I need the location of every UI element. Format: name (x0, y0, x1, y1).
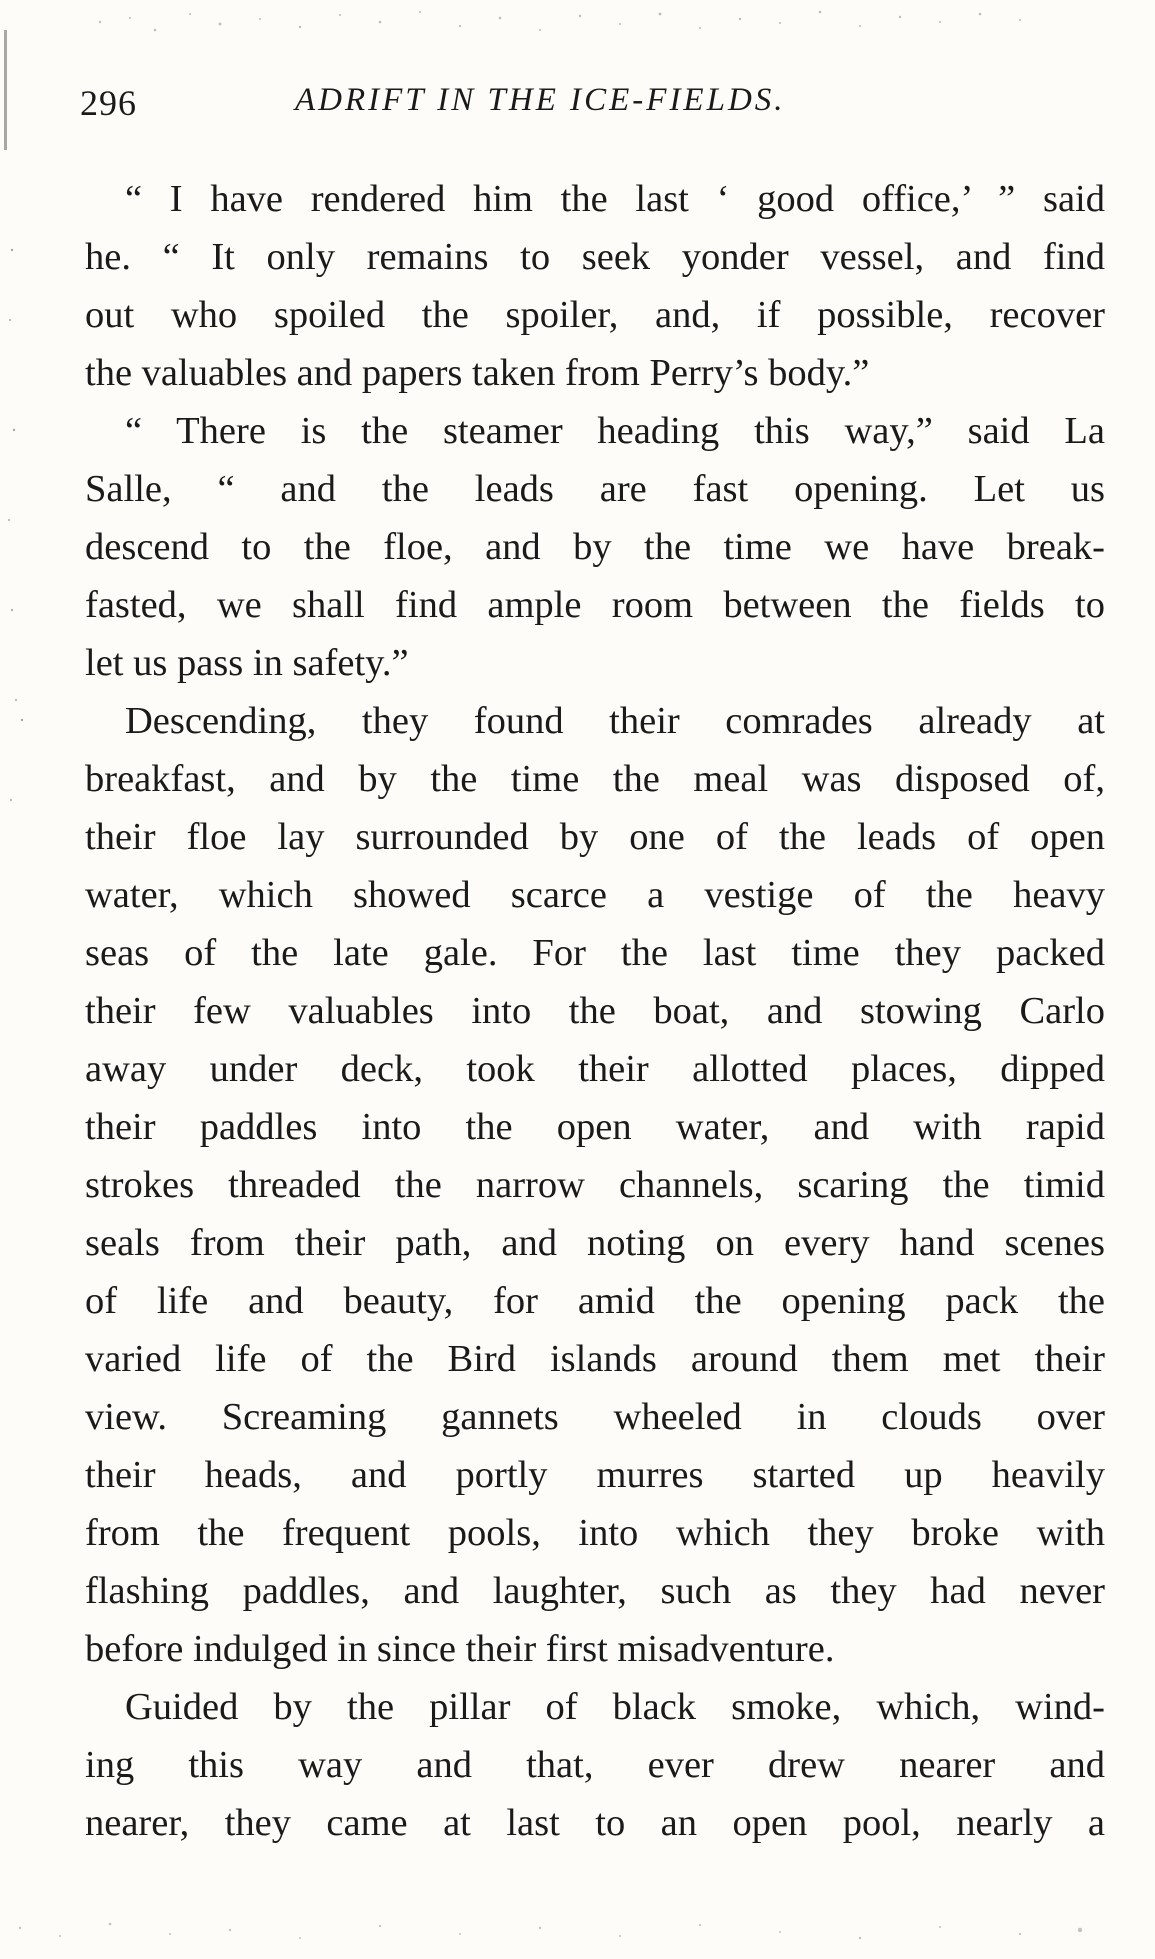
text-line: out who spoiled the spoiler, and, if possible, recover (85, 294, 1105, 336)
text-line: of life and beauty, for amid the opening pack the (85, 1280, 1105, 1322)
text-line: he. “ It only remains to seek yonder vessel, and find (85, 236, 1105, 278)
text-line: the valuables and papers taken from Perry’s body.” (85, 352, 870, 394)
text-line: ing this way and that, ever drew nearer and (85, 1744, 1105, 1786)
scan-speckle-bottom (0, 1910, 1155, 1955)
text-line: fasted, we shall find ample room between the fields to (85, 584, 1105, 626)
text-line: seas of the late gale. For the last time they packed (85, 932, 1105, 974)
text-line: their few valuables into the boat, and stowing Carlo (85, 990, 1105, 1032)
body-text (85, 170, 1105, 1852)
text-line: “ There is the steamer heading this way,” said La (125, 410, 1105, 452)
text-line: from the frequent pools, into which they broke with (85, 1512, 1105, 1554)
paragraph (85, 1678, 1105, 1852)
text-line: seals from their path, and noting on every hand scenes (85, 1222, 1105, 1264)
text-line: their floe lay surrounded by one of the leads of open (85, 816, 1105, 858)
text-line: varied life of the Bird islands around them met their (85, 1338, 1105, 1380)
text-line: their heads, and portly murres started up heavily (85, 1454, 1105, 1496)
text-line: water, which showed scarce a vestige of the heavy (85, 874, 1105, 916)
text-line: their paddles into the open water, and with rapid (85, 1106, 1105, 1148)
text-line: flashing paddles, and laughter, such as they had never (85, 1570, 1105, 1612)
text-line: Guided by the pillar of black smoke, which, wind- (125, 1686, 1105, 1728)
scan-margin-marks (0, 0, 50, 1959)
paragraph (85, 170, 1105, 402)
text-line: strokes threaded the narrow channels, scaring the timid (85, 1164, 1105, 1206)
text-line: Descending, they found their comrades already at (125, 700, 1105, 742)
paragraph (85, 402, 1105, 692)
scan-speckle-top (60, 0, 1060, 50)
text-line: “ I have rendered him the last ‘ good office,’ ” said (125, 178, 1105, 220)
text-line: view. Screaming gannets wheeled in clouds over (85, 1396, 1105, 1438)
paragraph (85, 692, 1105, 1678)
text-line: nearer, they came at last to an open pool, nearly a (85, 1802, 1105, 1844)
text-line: let us pass in safety.” (85, 642, 409, 684)
text-line: breakfast, and by the time the meal was disposed of, (85, 758, 1105, 800)
text-line: Salle, “ and the leads are fast opening. Let us (85, 468, 1105, 510)
page-number: 296 (80, 83, 137, 123)
text-line: before indulged in since their first misadventure. (85, 1628, 835, 1670)
text-line: away under deck, took their allotted places, dipped (85, 1048, 1105, 1090)
running-head (80, 82, 1110, 122)
text-line: descend to the floe, and by the time we have break- (85, 526, 1105, 568)
running-title: ADRIFT IN THE ICE-FIELDS. (295, 82, 786, 118)
